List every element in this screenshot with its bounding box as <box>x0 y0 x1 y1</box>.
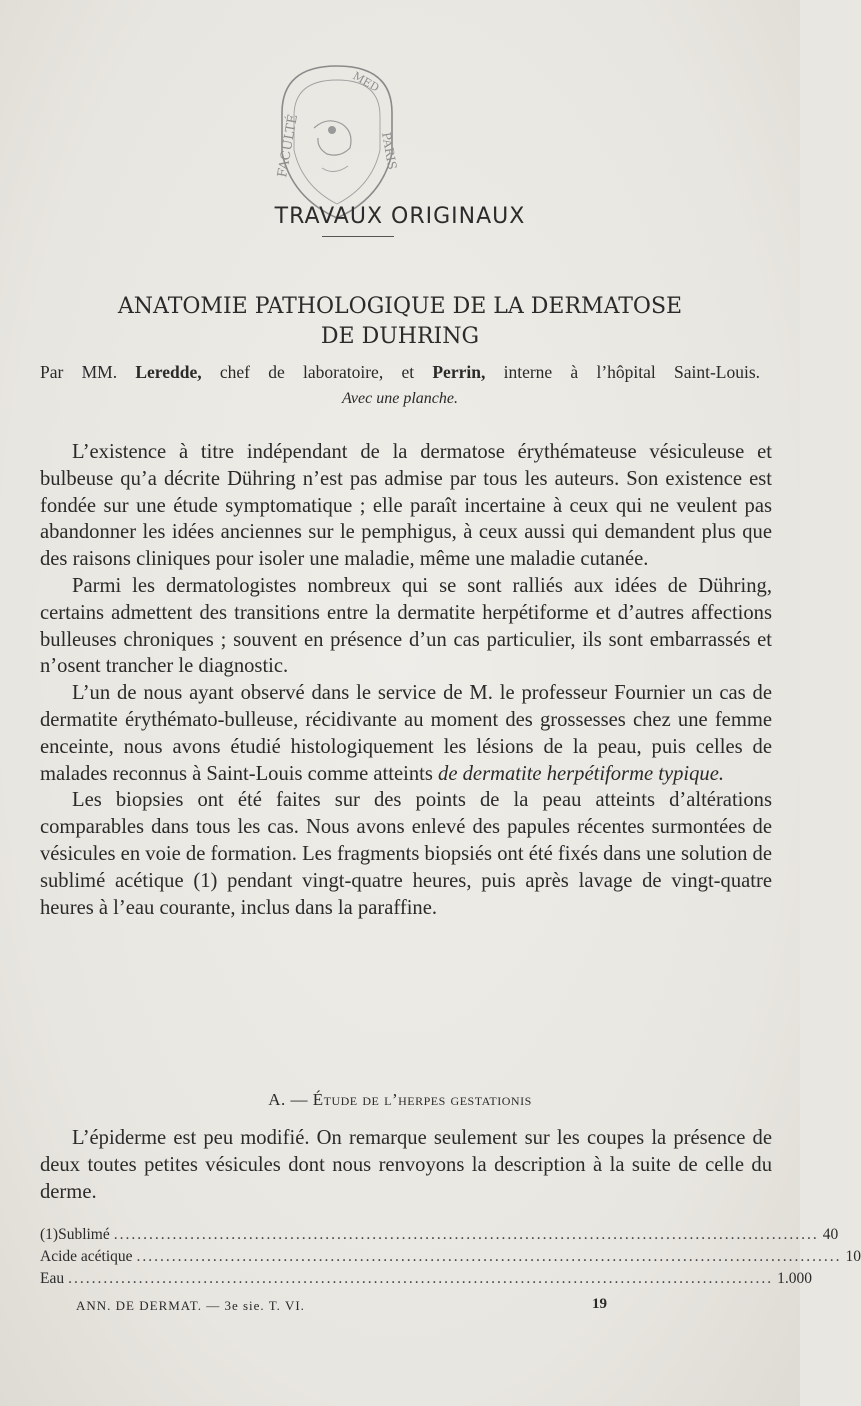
svg-text:FACULTÉ: FACULTÉ <box>275 113 302 179</box>
svg-text:MED: MED <box>350 69 382 95</box>
paragraph-3-emphasis: de dermatite herpétiforme typique. <box>438 762 724 785</box>
footnote-row <box>40 1268 812 1290</box>
article-title-line-2: DE DUHRING <box>320 324 480 349</box>
subsection-body <box>40 1125 772 1205</box>
author-2: Perrin, <box>432 362 486 382</box>
footnote-row <box>40 1246 861 1268</box>
footnote-leader: ........................................................................................................................ <box>68 1270 774 1287</box>
footnote <box>40 1224 861 1290</box>
paragraph-2: Parmi les dermatologistes nombreux qui se sont ralliés aux idées de Dühring, certains admettent des transitions entre la dermatite herpétiforme et d’autres affections bulleuses chroniques ; souvent en présence d’un cas particulier, ils sont embarrassés et n’osent trancher le diagnostic. <box>40 574 772 678</box>
author-1: Leredde, <box>135 362 202 382</box>
subsection-dash: — <box>290 1090 309 1109</box>
footnote-item-value: 10 <box>845 1248 861 1265</box>
paragraph-3-text: L’un de nous ayant observé dans le service de M. le professeur Fournier un cas de dermatite érythémato-bulleuse, récidivante au moment des grossesses chez une femme enceinte, nous avons étudié histologiquement les lésions de la peau, puis celles de malades reconnus à Saint-Louis comme atteints <box>40 682 772 785</box>
byline <box>40 360 760 384</box>
subsection-letter: A. <box>268 1090 286 1109</box>
section-heading-rule <box>322 236 394 237</box>
footnote-item-value: 40 <box>822 1226 839 1243</box>
footnote-item-name: Sublimé <box>58 1226 110 1243</box>
subsection-title: Étude de l’herpes gestationis <box>312 1090 532 1109</box>
author-1-role: chef de laboratoire, et <box>219 362 415 382</box>
running-footer: ANN. DE DERMAT. — 3e sie. T. VI. <box>76 1298 305 1313</box>
footnote-leader: ........................................................................................................................ <box>136 1248 842 1265</box>
section-heading: TRAVAUX ORIGINAUX <box>274 204 526 229</box>
footnote-mark: (1) <box>40 1226 59 1243</box>
footnote-row <box>40 1224 839 1246</box>
subsection-heading <box>0 1090 800 1110</box>
footnote-leader: ........................................................................................................................ <box>113 1226 819 1243</box>
paragraph-5: L’épiderme est peu modifié. On remarque seulement sur les coupes la présence de deux toutes petites vésicules dont nous renvoyons la description à la suite de celle du derme. <box>40 1127 772 1203</box>
plate-note: Avec une planche. <box>342 390 458 407</box>
byline-prefix: Par MM. <box>40 362 118 382</box>
author-2-role: interne à l’hôpital Saint-Louis. <box>503 362 761 382</box>
library-stamp <box>272 58 402 228</box>
article-body <box>40 439 772 921</box>
footnote-item-name: Eau <box>40 1270 65 1287</box>
footnote-item-name: Acide acétique <box>40 1248 133 1265</box>
article-title-line-1: ANATOMIE PATHOLOGIQUE DE LA DERMATOSE <box>117 294 683 319</box>
paragraph-4: Les biopsies ont été faites sur des points de la peau atteints d’altérations comparables dans tous les cas. Nous avons enlevé des papules récentes surmontées de vésicules en voie de formation. Les fragments biopsiés ont été fixés dans une solution de sublimé acétique (1) pendant vingt-quatre heures, puis après lavage de vingt-quatre heures à l’eau courante, inclus dans la paraffine. <box>40 789 772 919</box>
article-title <box>40 292 760 352</box>
page-number: 19 <box>592 1296 607 1312</box>
svg-text:PARIS: PARIS <box>379 131 400 171</box>
footnote-item-value: 1.000 <box>777 1270 812 1287</box>
paragraph-1: L’existence à titre indépendant de la dermatose érythémateuse vésiculeuse et bulbeuse qu’a décrite Dühring n’est pas admise par tous les auteurs. Son existence est fondée sur une étude symptomatique ; elle paraît incertaine à ceux qui ne veulent pas abandonner les idées anciennes sur le pemphigus, à ceux aussi qui demandent plus que des raisons cliniques pour isoler une maladie, même une maladie cutanée. <box>40 441 772 571</box>
paragraph-3 <box>40 680 772 787</box>
